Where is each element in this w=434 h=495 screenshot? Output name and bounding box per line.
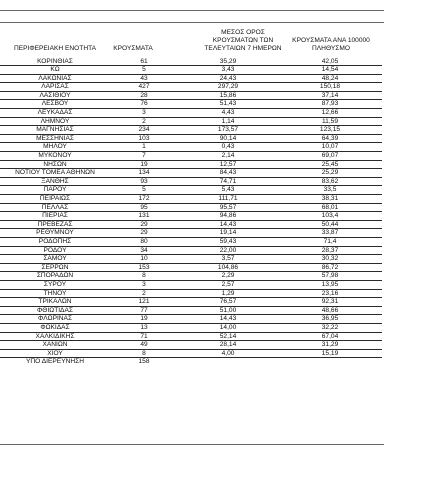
cases-cell: 172 bbox=[110, 195, 178, 204]
region-cell: ΥΠΟ ΔΙΕΡΕΥΝΗΣΗ bbox=[26, 358, 84, 366]
cases-cell: 1 bbox=[110, 143, 178, 152]
avg7-cell: 5,43 bbox=[178, 186, 278, 195]
region-cell: ΡΟΔΟΠΗΣ bbox=[0, 237, 110, 246]
avg7-cell: 297,29 bbox=[178, 83, 278, 92]
avg7-cell: 15,86 bbox=[178, 91, 278, 100]
cases-cell: 234 bbox=[110, 126, 178, 135]
bottom-rule bbox=[0, 444, 384, 445]
avg7-cell: 4,00 bbox=[178, 349, 278, 358]
avg7-cell: 19,14 bbox=[178, 229, 278, 238]
cases-cell: 158 bbox=[138, 358, 150, 366]
table-row bbox=[0, 298, 382, 307]
per100k-cell: 83,62 bbox=[278, 177, 382, 186]
per100k-cell: 67,04 bbox=[278, 332, 382, 341]
cases-cell: 29 bbox=[110, 229, 178, 238]
table-row bbox=[0, 255, 382, 264]
avg7-cell: 1,29 bbox=[178, 289, 278, 298]
cases-cell: 427 bbox=[110, 83, 178, 92]
table-row bbox=[0, 58, 382, 66]
region-cell: ΝΗΣΩΝ bbox=[0, 160, 110, 169]
region-cell: ΜΥΚΟΝΟΥ bbox=[0, 152, 110, 161]
per100k-cell: 25,45 bbox=[278, 160, 382, 169]
per100k-cell: 15,19 bbox=[278, 349, 382, 358]
cases-cell: 77 bbox=[110, 306, 178, 315]
avg7-cell: 2,29 bbox=[178, 272, 278, 281]
region-cell: ΠΑΡΟΥ bbox=[0, 186, 110, 195]
region-cell: ΣΥΡΟΥ bbox=[0, 280, 110, 289]
per100k-cell: 38,31 bbox=[278, 195, 382, 204]
table-row bbox=[0, 332, 382, 341]
table-row bbox=[0, 109, 382, 118]
avg7-cell: 2,14 bbox=[178, 152, 278, 161]
region-cell: ΛΕΥΚΑΔΑΣ bbox=[0, 109, 110, 118]
table-row bbox=[0, 74, 382, 83]
cases-cell: 153 bbox=[110, 263, 178, 272]
avg7-cell: 51,43 bbox=[178, 100, 278, 109]
table-row bbox=[0, 134, 382, 143]
table-row bbox=[0, 100, 382, 109]
cases-cell: 19 bbox=[110, 315, 178, 324]
cases-cell: 49 bbox=[110, 341, 178, 350]
per100k-cell: 36,95 bbox=[278, 315, 382, 324]
cases-cell: 34 bbox=[110, 246, 178, 255]
cases-cell: 13 bbox=[110, 323, 178, 332]
per100k-cell: 86,72 bbox=[278, 263, 382, 272]
cases-cell: 5 bbox=[110, 186, 178, 195]
table-row bbox=[0, 358, 382, 366]
region-cell: ΧΑΝΙΩΝ bbox=[0, 341, 110, 350]
per100k-cell: 11,59 bbox=[278, 117, 382, 126]
per100k-cell: 69,07 bbox=[278, 152, 382, 161]
avg7-cell: 3,43 bbox=[178, 66, 278, 75]
per100k-cell: 30,32 bbox=[278, 255, 382, 264]
header-cases: ΚΡΟΥΣΜΑΤΑ bbox=[113, 45, 153, 52]
avg7-cell: 14,43 bbox=[178, 220, 278, 229]
per100k-cell: 92,31 bbox=[278, 298, 382, 307]
cases-cell: 80 bbox=[110, 237, 178, 246]
table-row bbox=[0, 237, 382, 246]
cases-cell: 95 bbox=[110, 203, 178, 212]
cases-cell: 5 bbox=[110, 66, 178, 75]
table-row bbox=[0, 66, 382, 75]
table-row bbox=[0, 177, 382, 186]
region-cell: ΧΙΟΥ bbox=[0, 349, 110, 358]
table-row bbox=[0, 246, 382, 255]
table-row bbox=[0, 212, 382, 221]
avg7-cell: 14,43 bbox=[178, 315, 278, 324]
avg7-cell: 76,57 bbox=[178, 298, 278, 307]
avg7-cell bbox=[178, 358, 278, 366]
per100k-cell: 37,14 bbox=[278, 91, 382, 100]
cases-cell: 121 bbox=[110, 298, 178, 307]
per100k-cell: 57,98 bbox=[278, 272, 382, 281]
avg7-cell: 90,14 bbox=[178, 134, 278, 143]
region-cell: ΛΑΡΙΣΑΣ bbox=[0, 83, 110, 92]
avg7-cell: 0,43 bbox=[178, 143, 278, 152]
per100k-cell: 33,5 bbox=[278, 186, 382, 195]
avg7-cell: 3,57 bbox=[178, 255, 278, 264]
region-cell: ΜΑΓΝΗΣΙΑΣ bbox=[0, 126, 110, 135]
per100k-cell bbox=[278, 358, 382, 366]
header-per100k: ΚΡΟΥΣΜΑΤΑ ΑΝΑ 100000 ΠΛΗΘΥΣΜΟ bbox=[292, 37, 370, 52]
per100k-cell: 68,01 bbox=[278, 203, 382, 212]
avg7-cell: 74,71 bbox=[178, 177, 278, 186]
avg7-cell: 14,00 bbox=[178, 323, 278, 332]
region-cell: ΣΕΡΡΩΝ bbox=[0, 263, 110, 272]
region-cell: ΤΡΙΚΑΛΩΝ bbox=[0, 298, 110, 307]
avg7-cell: 95,57 bbox=[178, 203, 278, 212]
top-rule bbox=[0, 10, 384, 11]
cases-cell: 134 bbox=[110, 169, 178, 178]
cases-cell: 3 bbox=[110, 280, 178, 289]
region-cell: ΛΑΣΙΘΙΟΥ bbox=[0, 91, 110, 100]
avg7-cell: 4,43 bbox=[178, 109, 278, 118]
table-row bbox=[0, 195, 382, 204]
region-cell: ΚΩ bbox=[0, 66, 110, 75]
region-cell: ΣΠΟΡΑΔΩΝ bbox=[0, 272, 110, 281]
cases-cell: 43 bbox=[110, 74, 178, 83]
cases-cell: 28 bbox=[110, 91, 178, 100]
table-row bbox=[0, 349, 382, 358]
avg7-cell: 111,71 bbox=[178, 195, 278, 204]
region-cell: ΜΗΛΟΥ bbox=[0, 143, 110, 152]
per100k-cell: 123,15 bbox=[278, 126, 382, 135]
region-cell: ΣΑΜΟΥ bbox=[0, 255, 110, 264]
region-cell: ΠΕΛΛΑΣ bbox=[0, 203, 110, 212]
avg7-cell: 12,57 bbox=[178, 160, 278, 169]
table-row bbox=[0, 203, 382, 212]
table-body bbox=[0, 58, 382, 366]
per100k-cell: 64,39 bbox=[278, 134, 382, 143]
per100k-cell: 87,93 bbox=[278, 100, 382, 109]
avg7-cell: 84,43 bbox=[178, 169, 278, 178]
table-row bbox=[0, 143, 382, 152]
per100k-cell: 42,05 bbox=[278, 58, 382, 66]
table-row bbox=[0, 341, 382, 350]
avg7-cell: 173,57 bbox=[178, 126, 278, 135]
table-row bbox=[0, 323, 382, 332]
avg7-cell: 59,43 bbox=[178, 237, 278, 246]
table-row bbox=[0, 152, 382, 161]
per100k-cell: 48,66 bbox=[278, 306, 382, 315]
per100k-cell: 32,22 bbox=[278, 323, 382, 332]
avg7-cell: 104,86 bbox=[178, 263, 278, 272]
per100k-cell: 14,54 bbox=[278, 66, 382, 75]
avg7-cell: 94,86 bbox=[178, 212, 278, 221]
cases-cell: 2 bbox=[110, 289, 178, 298]
avg7-cell: 52,14 bbox=[178, 332, 278, 341]
per100k-cell: 150,18 bbox=[278, 83, 382, 92]
region-cell: ΚΟΡΙΝΘΙΑΣ bbox=[0, 58, 110, 66]
region-cell: ΜΕΣΣΗΝΙΑΣ bbox=[0, 134, 110, 143]
table-row bbox=[0, 263, 382, 272]
cases-cell: 3 bbox=[110, 109, 178, 118]
per100k-cell: 48,24 bbox=[278, 74, 382, 83]
region-cell: ΠΕΙΡΑΙΩΣ bbox=[0, 195, 110, 204]
cases-cell: 93 bbox=[110, 177, 178, 186]
cases-cell: 8 bbox=[110, 272, 178, 281]
avg7-cell: 51,00 bbox=[178, 306, 278, 315]
per100k-cell: 71,4 bbox=[278, 237, 382, 246]
cases-cell: 61 bbox=[110, 58, 178, 66]
table-row bbox=[0, 272, 382, 281]
table-row bbox=[0, 229, 382, 238]
region-cell: ΞΑΝΘΗΣ bbox=[0, 177, 110, 186]
cases-cell: 29 bbox=[110, 220, 178, 229]
per100k-cell: 23,16 bbox=[278, 289, 382, 298]
region-cell: ΦΛΩΡΙΝΑΣ bbox=[0, 315, 110, 324]
table-row bbox=[0, 315, 382, 324]
cases-cell: 10 bbox=[110, 255, 178, 264]
region-cell: ΠΙΕΡΙΑΣ bbox=[0, 212, 110, 221]
cases-cell: 103 bbox=[110, 134, 178, 143]
cases-table bbox=[0, 58, 382, 366]
region-cell: ΦΘΙΩΤΙΔΑΣ bbox=[0, 306, 110, 315]
avg7-cell: 22,00 bbox=[178, 246, 278, 255]
region-cell: ΡΟΔΟΥ bbox=[0, 246, 110, 255]
avg7-cell: 1,14 bbox=[178, 117, 278, 126]
cases-cell: 8 bbox=[110, 349, 178, 358]
per100k-cell: 25,29 bbox=[278, 169, 382, 178]
cases-cell: 76 bbox=[110, 100, 178, 109]
per100k-cell: 28,37 bbox=[278, 246, 382, 255]
table-row bbox=[0, 220, 382, 229]
table-row bbox=[0, 280, 382, 289]
table-row bbox=[0, 169, 382, 178]
header-avg7: ΜΕΣΟΣ ΟΡΟΣ ΚΡΟΥΣΜΑΤΩΝ ΤΩΝ ΤΕΛΕΥΤΑΙΩΝ 7 ΗΜΕΡΩΝ bbox=[204, 29, 282, 52]
cases-cell: 7 bbox=[110, 152, 178, 161]
cases-cell: 131 bbox=[110, 212, 178, 221]
per100k-cell: 13,95 bbox=[278, 280, 382, 289]
header-rule bbox=[0, 22, 384, 23]
region-cell: ΝΟΤΙΟΥ ΤΟΜΕΑ ΑΘΗΝΩΝ bbox=[0, 169, 110, 178]
per100k-cell: 10,07 bbox=[278, 143, 382, 152]
region-cell: ΦΩΚΙΔΑΣ bbox=[0, 323, 110, 332]
table-row bbox=[0, 306, 382, 315]
table-row bbox=[0, 160, 382, 169]
cases-cell: 71 bbox=[110, 332, 178, 341]
table-row bbox=[0, 186, 382, 195]
region-cell: ΧΑΛΚΙΔΙΚΗΣ bbox=[0, 332, 110, 341]
avg7-cell: 28,14 bbox=[178, 341, 278, 350]
per100k-cell: 33,87 bbox=[278, 229, 382, 238]
table-row bbox=[0, 117, 382, 126]
region-cell: ΛΑΚΩΝΙΑΣ bbox=[0, 74, 110, 83]
table-row bbox=[0, 83, 382, 92]
table-row bbox=[0, 91, 382, 100]
region-cell: ΠΡΕΒΕΖΑΣ bbox=[0, 220, 110, 229]
table-row bbox=[0, 289, 382, 298]
avg7-cell: 35,29 bbox=[178, 58, 278, 66]
cases-cell: 2 bbox=[110, 117, 178, 126]
region-cell: ΛΗΜΝΟΥ bbox=[0, 117, 110, 126]
region-cell: ΡΕΘΥΜΝΟΥ bbox=[0, 229, 110, 238]
avg7-cell: 2,57 bbox=[178, 280, 278, 289]
per100k-cell: 31,29 bbox=[278, 341, 382, 350]
header-region: ΠΕΡΙΦΕΡΕΙΑΚΗ ΕΝΟΤΗΤΑ bbox=[13, 45, 97, 52]
per100k-cell: 103,4 bbox=[278, 212, 382, 221]
avg7-cell: 24,43 bbox=[178, 74, 278, 83]
per100k-cell: 50,44 bbox=[278, 220, 382, 229]
region-cell: ΤΗΝΟΥ bbox=[0, 289, 110, 298]
per100k-cell: 12,66 bbox=[278, 109, 382, 118]
region-cell: ΛΕΣΒΟΥ bbox=[0, 100, 110, 109]
table-row bbox=[0, 126, 382, 135]
cases-cell: 19 bbox=[110, 160, 178, 169]
